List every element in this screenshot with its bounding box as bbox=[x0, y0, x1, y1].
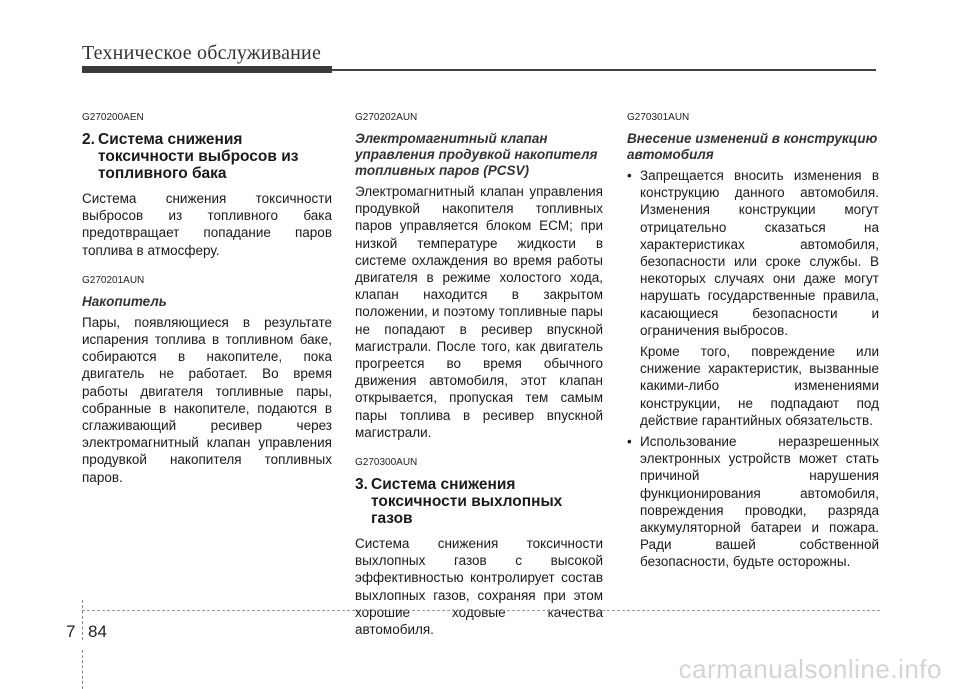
header-title: Техническое обслуживание bbox=[82, 42, 322, 64]
section-heading bbox=[355, 476, 603, 527]
crop-mark-vertical bbox=[82, 600, 83, 640]
chapter-number: 7 bbox=[66, 622, 76, 641]
subheading: Внесение изменений в конструкцию автомобиля bbox=[627, 131, 878, 162]
bullet-list bbox=[627, 167, 879, 571]
header-bar bbox=[82, 66, 332, 73]
section-heading-text: Система снижения токсичности выбросов из топливного бака bbox=[98, 131, 299, 182]
section-code: G270301AUN bbox=[627, 112, 690, 123]
watermark: carmanualsonline.info bbox=[678, 654, 942, 684]
bullet-item bbox=[627, 167, 879, 429]
subheading: Электромагнитный клапан управления продувкой накопителя топливных паров (PCSV) bbox=[355, 131, 598, 178]
section-heading bbox=[82, 131, 332, 182]
crop-mark-horizontal bbox=[82, 610, 880, 611]
section-code: G270300AUN bbox=[355, 457, 418, 469]
paragraph: Система снижения токсичности выхлопных газов с высокой эффективностью контролирует состав выхлопных газов, сохраняя при этом хорошие ходовые качества автомобиля. bbox=[355, 536, 603, 638]
paragraph: Пары, появляющиеся в результате испарения топлива в топливном баке, собираются в накопителе, пока двигатель не работает. Во время работы двигателя топливные пары, собранные в накопителе, подаются в сглаживающий ресивер через электромагнитный клапан управления продувкой накопителя топливных паров. bbox=[82, 314, 332, 485]
page-number: 84 bbox=[88, 622, 107, 641]
section-code: G270202AUN bbox=[355, 112, 418, 123]
subheading: Накопитель bbox=[82, 293, 167, 309]
section-number: 3. bbox=[355, 476, 368, 494]
section-number: 2. bbox=[82, 131, 95, 148]
paragraph: Система снижения токсичности выбросов из топливного бака предотвращает попадание паров топлива в атмосферу. bbox=[82, 191, 332, 258]
paragraph: Электромагнитный клапан управления продувкой накопителя топливных паров управляется блоком ECM; при низкой температуре жидкости в системе охлаждения во время работы двигателя в режиме холостого хода, клапан находится в закрытом положении, и поэтому топливные пары не попадают в ресивер впускной магистрали. После того, как двигатель прогреется во время обычного движения автомобиля, этот клапан открывается, пропуская тем самым пары топлива в ресивер впускной магистрали. bbox=[355, 184, 603, 440]
bullet-text-continued: Кроме того, повреждение или снижение характеристик, вызванные какими-либо изменениями конструкции, не подпадают под действие гарантийных обязательств. bbox=[640, 344, 879, 428]
section-code: G270201AUN bbox=[82, 274, 145, 286]
column-2 bbox=[355, 112, 603, 654]
bullet-item bbox=[627, 433, 879, 571]
crop-mark-vertical bbox=[82, 650, 83, 689]
bullet-text: • Запрещается вносить изменения в конструкцию данного автомобиля. Изменения конструкции могут отрицательно сказаться на характеристиках автомобиля, безопасности или сроке службы. В некоторых случаях они даже могут нарушать государственные правила, касающиеся безопасности и ограничения выбросов. bbox=[640, 168, 879, 338]
column-3 bbox=[627, 112, 879, 575]
bullet-text: • Использование неразрешенных электронных устройств может стать причиной нарушения функционирования автомобиля, повреждения проводки, разряда аккумуляторной батареи и пожара. Ради вашей собственной безопасности, будьте осторожны. bbox=[640, 434, 879, 570]
column-1 bbox=[82, 112, 332, 502]
section-code: G270200AEN bbox=[82, 112, 144, 123]
section-heading-text: Система снижения токсичности выхлопных газов bbox=[371, 476, 563, 528]
header-rule bbox=[332, 69, 876, 71]
